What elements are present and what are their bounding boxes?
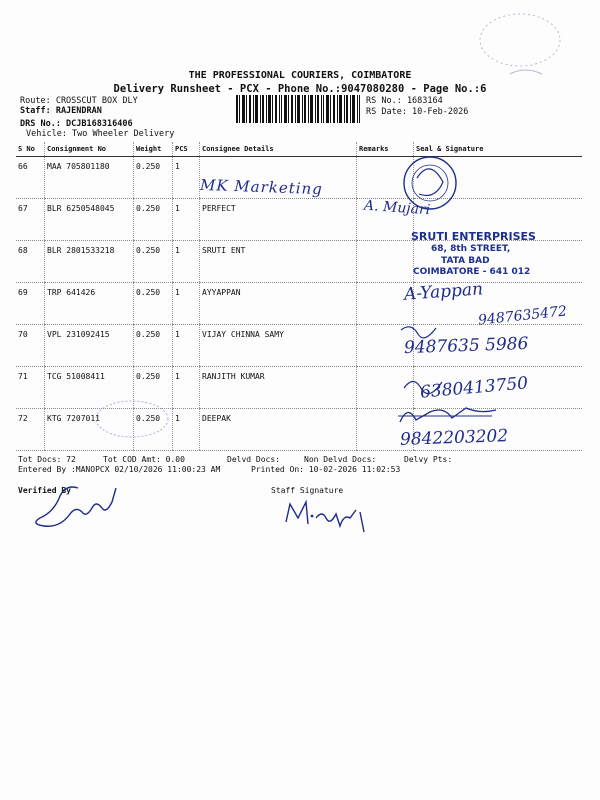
verifier-signature-icon bbox=[20, 478, 130, 538]
cell-consignee: PERFECT bbox=[200, 199, 357, 241]
total-cod: Tot COD Amt: 0.00 bbox=[103, 455, 185, 464]
ink-scribble-icon bbox=[396, 400, 506, 430]
entered-by: Entered By :MANOPCX 02/10/2026 11:00:23 AM bbox=[18, 465, 221, 474]
cell-weight: 0.250 bbox=[134, 409, 173, 451]
cell-consignment: MAA 705801180 bbox=[45, 157, 134, 199]
company-title: THE PROFESSIONAL COURIERS, COIMBATORE bbox=[188, 70, 412, 81]
handwriting-name: A-Yappan bbox=[403, 279, 484, 305]
barcode bbox=[236, 95, 360, 123]
runsheet-subtitle: Delivery Runsheet - PCX - Phone No.:9047080280 - Page No.:6 bbox=[113, 83, 487, 95]
stamp-line-1: SRUTI ENTERPRISES bbox=[411, 230, 536, 243]
cell-pcs: 1 bbox=[173, 157, 200, 199]
cell-consignee: RANJITH KUMAR bbox=[200, 367, 357, 409]
cell-pcs: 1 bbox=[173, 367, 200, 409]
handwriting-phone: 9842203202 bbox=[399, 426, 509, 450]
cell-consignment: KTG 7207011 bbox=[45, 409, 134, 451]
cell-pcs: 1 bbox=[173, 199, 200, 241]
cell-weight: 0.250 bbox=[134, 325, 173, 367]
handwriting-phone: 9487635472 bbox=[477, 303, 568, 329]
handwriting-phone: 9487635 5986 bbox=[403, 333, 529, 359]
cell-pcs: 1 bbox=[173, 409, 200, 451]
delivery-points: Delvy Pts: bbox=[404, 455, 453, 464]
cell-consignment: BLR 2801533218 bbox=[45, 241, 134, 283]
cell-pcs: 1 bbox=[173, 241, 200, 283]
stamp-line-4: COIMBATORE - 641 012 bbox=[413, 267, 531, 277]
non-delivered-docs: Non Delvd Docs: bbox=[304, 455, 377, 464]
col-consignment: Consignment No bbox=[45, 142, 134, 157]
cell-weight: 0.250 bbox=[134, 241, 173, 283]
cell-consignment: VPL 231092415 bbox=[45, 325, 134, 367]
delivered-docs: Delvd Docs: bbox=[227, 455, 280, 464]
stamp-line-3: TATA BAD bbox=[441, 256, 490, 266]
col-seal-signature: Seal & Signature bbox=[414, 142, 583, 157]
col-remarks: Remarks bbox=[357, 142, 414, 157]
cell-sno: 66 bbox=[16, 157, 45, 199]
cell-consignment: TRP 641426 bbox=[45, 283, 134, 325]
verified-by-label: Verified By bbox=[18, 486, 71, 495]
staff-signature-icon bbox=[282, 496, 392, 536]
drs-number: DRS No.: DCJB168316406 bbox=[20, 119, 133, 129]
rs-number: RS No.: 1683164 bbox=[366, 96, 443, 106]
staff-text: Staff: RAJENDRAN bbox=[20, 106, 102, 116]
cell-weight: 0.250 bbox=[134, 283, 173, 325]
faint-stamp-icon bbox=[470, 8, 570, 78]
cell-consignment: BLR 6250548045 bbox=[45, 199, 134, 241]
cell-consignee: AYYAPPAN bbox=[200, 283, 357, 325]
cell-weight: 0.250 bbox=[134, 367, 173, 409]
rs-date: RS Date: 10-Feb-2026 bbox=[366, 107, 469, 117]
cell-weight: 0.250 bbox=[134, 157, 173, 199]
cell-consignee: SRUTI ENT bbox=[200, 241, 357, 283]
route-text: Route: CROSSCUT BOX DLY bbox=[20, 96, 138, 106]
cell-sno: 67 bbox=[16, 199, 45, 241]
vehicle-text: Vehicle: Two Wheeler Delivery bbox=[26, 129, 175, 139]
handwriting-phone: 6380413750 bbox=[419, 373, 529, 403]
cell-sno: 71 bbox=[16, 367, 45, 409]
col-consignee: Consignee Details bbox=[200, 142, 357, 157]
cell-pcs: 1 bbox=[173, 325, 200, 367]
faint-round-stamp-icon bbox=[92, 396, 172, 442]
handwriting-mk-marketing: MK Marketing bbox=[199, 175, 324, 199]
cell-consignment: TCG 51008411 bbox=[45, 367, 134, 409]
stamp-line-2: 68, 8th STREET, bbox=[431, 244, 511, 254]
cell-sno: 69 bbox=[16, 283, 45, 325]
col-pcs: PCS bbox=[173, 142, 200, 157]
col-sno: S No bbox=[16, 142, 45, 157]
cell-pcs: 1 bbox=[173, 283, 200, 325]
ink-scribble-icon bbox=[396, 320, 476, 410]
cell-sno: 70 bbox=[16, 325, 45, 367]
staff-signature-label: Staff Signature bbox=[271, 486, 344, 495]
printed-on: Printed On: 10-02-2026 11:02:53 bbox=[251, 465, 401, 474]
cell-sno: 68 bbox=[16, 241, 45, 283]
company-stamp bbox=[385, 148, 575, 288]
cell-weight: 0.250 bbox=[134, 199, 173, 241]
cell-consignee: DEEPAK bbox=[200, 409, 357, 451]
cell-consignee: VIJAY CHINNA SAMY bbox=[200, 325, 357, 367]
total-docs: Tot Docs: 72 bbox=[18, 455, 76, 464]
handwriting-signature: A. Mujari bbox=[363, 197, 431, 219]
cell-sno: 72 bbox=[16, 409, 45, 451]
stamp-seal-icon bbox=[395, 148, 465, 218]
col-weight: Weight bbox=[134, 142, 173, 157]
